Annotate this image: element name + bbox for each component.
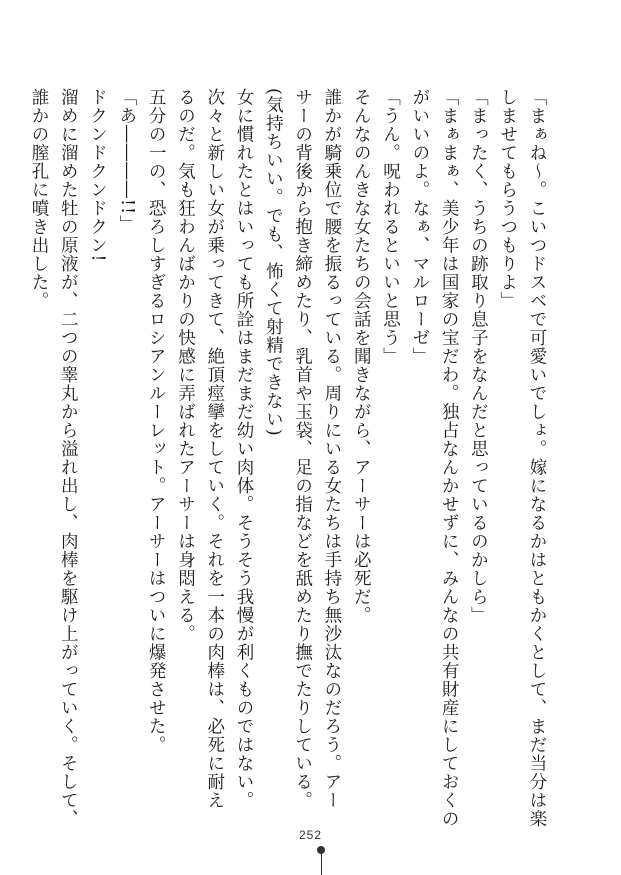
page-marker-icon	[317, 846, 325, 875]
page-number: 252	[298, 828, 323, 842]
text-line: 誰かが騎乗位で腰を振るっている。周りにいる女たちは手持ち無沙汰なのだろう。アー	[321, 88, 342, 810]
text-line: 「うん。呪われるといいと思う」	[380, 88, 401, 366]
text-line: 五分の一の、恐ろしすぎるロシアンルーレット。アーサーはついに爆発させた。	[146, 88, 167, 754]
text-line: 「あ――――!!」	[116, 88, 137, 234]
text-line: 次々と新しい女が乗ってきて、絶頂痙攣をしていく。それを一本の肉棒は、必死に耐え	[204, 88, 225, 810]
text-line: そんなのんきな女たちの会話を聞きながら、アーサーは必死だ。	[351, 88, 372, 625]
text-line: 「まぁまぁ、美少年は国家の宝だわ。独占なんかせずに、みんなの共有財産にしておくの	[439, 88, 460, 828]
text-line: 誰かの膣孔に噴き出した。	[28, 88, 49, 310]
body-text	[24, 88, 551, 828]
text-line: 女に慣れたとはいっても所詮はまだまだ幼い肉体。そうそう我慢が利くものではない。	[234, 88, 255, 810]
text-line: 溜めに溜めた牡の原液が、二つの睾丸から溢れ出し、肉棒を駆け上がっていく。そして、	[58, 88, 79, 828]
marker-stem	[321, 850, 322, 875]
text-line: るのだ。気も狂わんばかりの快感に弄ばれたアーサーは身悶える。	[175, 88, 196, 643]
text-line: (気持ちいい。でも、怖くて射精できない)	[263, 88, 284, 437]
text-line: がいいのよ。なぁ、マルローゼ」	[409, 88, 430, 366]
text-line: 「まぁね〜。こいつドスベで可愛いでしょ。嫁になるかはともかくとして、まだ当分は楽	[527, 88, 547, 828]
text-line: しませてもらうつもりよ」	[497, 88, 518, 310]
text-line: ドクンドクンドクン!	[87, 88, 108, 263]
text-line: 「まったく、うちの跡取り息子をなんだと思っているのかしら」	[468, 88, 489, 625]
text-line: サーの背後から抱き締めたり、乳首や玉袋、足の指などを舐めたり撫でたりしている。	[292, 88, 313, 810]
